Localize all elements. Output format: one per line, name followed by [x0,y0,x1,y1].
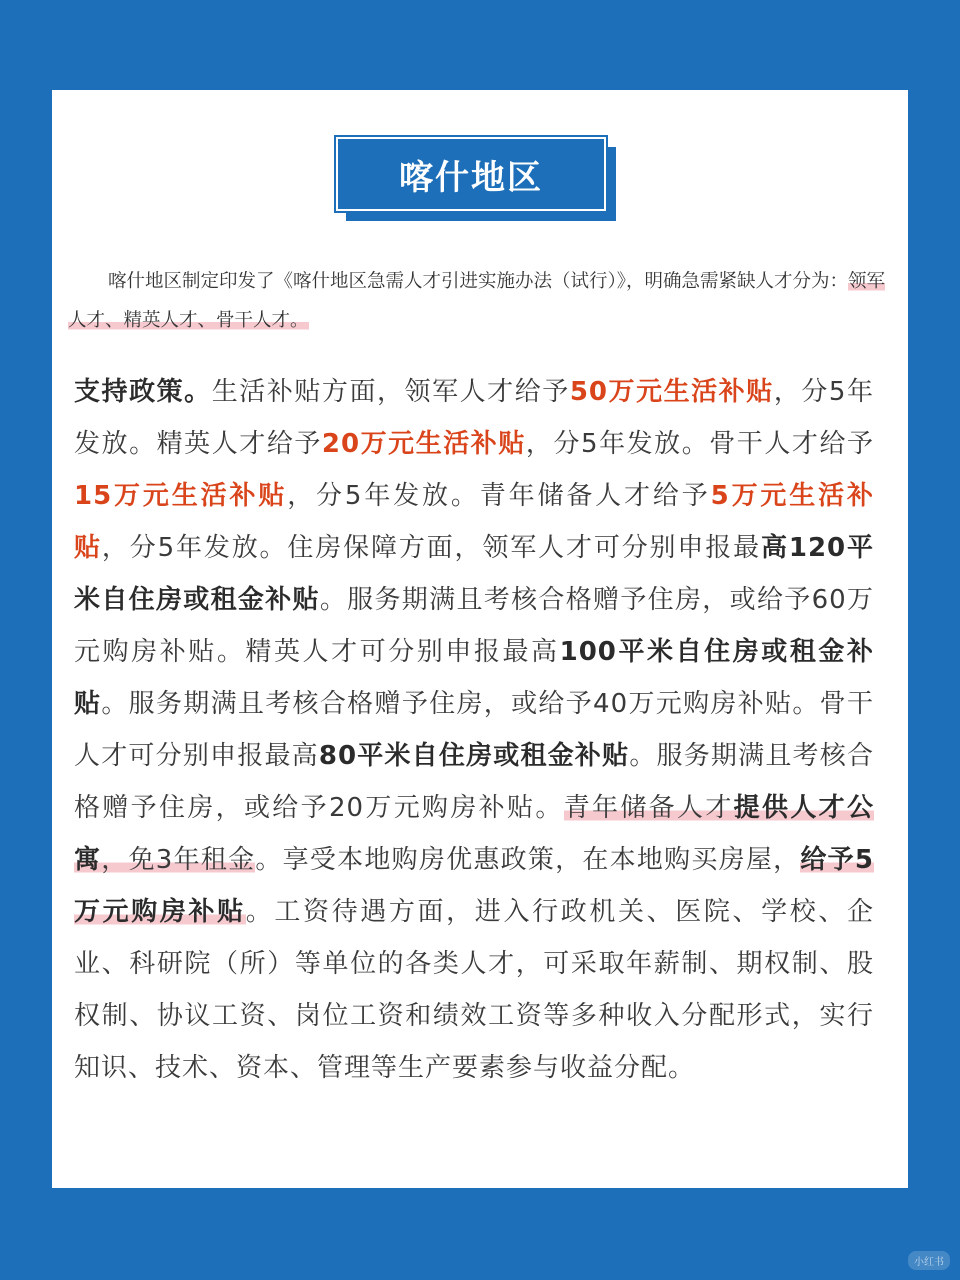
subsidy-amount-elite: 20万元生活补贴 [321,429,526,459]
subsidy-amount-leader: 50万元生活补贴 [569,377,774,407]
subsidy-amount-backbone: 15万元生活补贴 [74,481,288,511]
policy-text: ，分5年发放。青年储备人才给予 [287,481,711,511]
page-title: 喀什地区 [399,157,543,198]
policy-text: ，分5年发放。精英人才给予 [74,377,874,459]
policy-heading: 支持政策。 [74,377,212,407]
watermark: 小红书 [908,1251,950,1270]
policy-text: 。工资待遇方面，进入行政机关、医院、学校、企业、科研院（所）等单位的各类人才，可采取年薪制、期权制、股权制、协议工资、岗位工资和绩效工资等多种收入分配形式，实行知识、技术、资本、管理等生产要素参与收益分配。 [74,897,874,1083]
title-banner [336,137,620,225]
content-card [52,90,908,1188]
policy-text: 生活补贴方面，领军人才给予 [211,377,570,407]
intro-highlight: 领军人才、精英人才、骨干人才。 [68,271,886,331]
subsidy-amount-youth: 5万元生活补贴 [74,481,875,563]
policy-text: 。享受本地购房优惠政策，在本地购买房屋， [255,845,801,875]
policy-text: 。服务期满且考核合格赠予住房，或给予40万元购房补贴。骨干人才可分别申报最高 [74,689,874,771]
intro-paragraph [68,262,900,340]
rent-free: ，免3年租金 [101,845,256,875]
policy-text: 。服务期满且考核合格赠予住房，或给予20万元购房补贴。 [74,741,874,823]
policy-text: ，分5年发放。住房保障方面，领军人才可分别申报最 [101,533,761,563]
policy-text: 。服务期满且考核合格赠予住房，或给予60万元购房补贴。精英人才可分别申报最高 [74,585,874,667]
title-box [336,137,606,211]
purchase-subsidy: 给予5万元购房补贴 [74,845,874,927]
policy-paragraph [74,366,874,1094]
policy-text: ，分5年发放。骨干人才给予 [525,429,874,459]
youth-highlight: 青年储备人才 [563,793,734,823]
intro-text: 喀什地区制定印发了《喀什地区急需人才引进实施办法（试行）》，明确急需紧缺人才分为： [108,271,849,292]
housing-backbone: 80平米自住房或租金补贴 [318,741,630,771]
housing-elite: 100平米自住房或租金补贴 [74,637,874,719]
talent-apartment: 提供人才公寓 [74,793,874,875]
housing-leader: 高120平米自住房或租金补贴 [74,533,874,615]
